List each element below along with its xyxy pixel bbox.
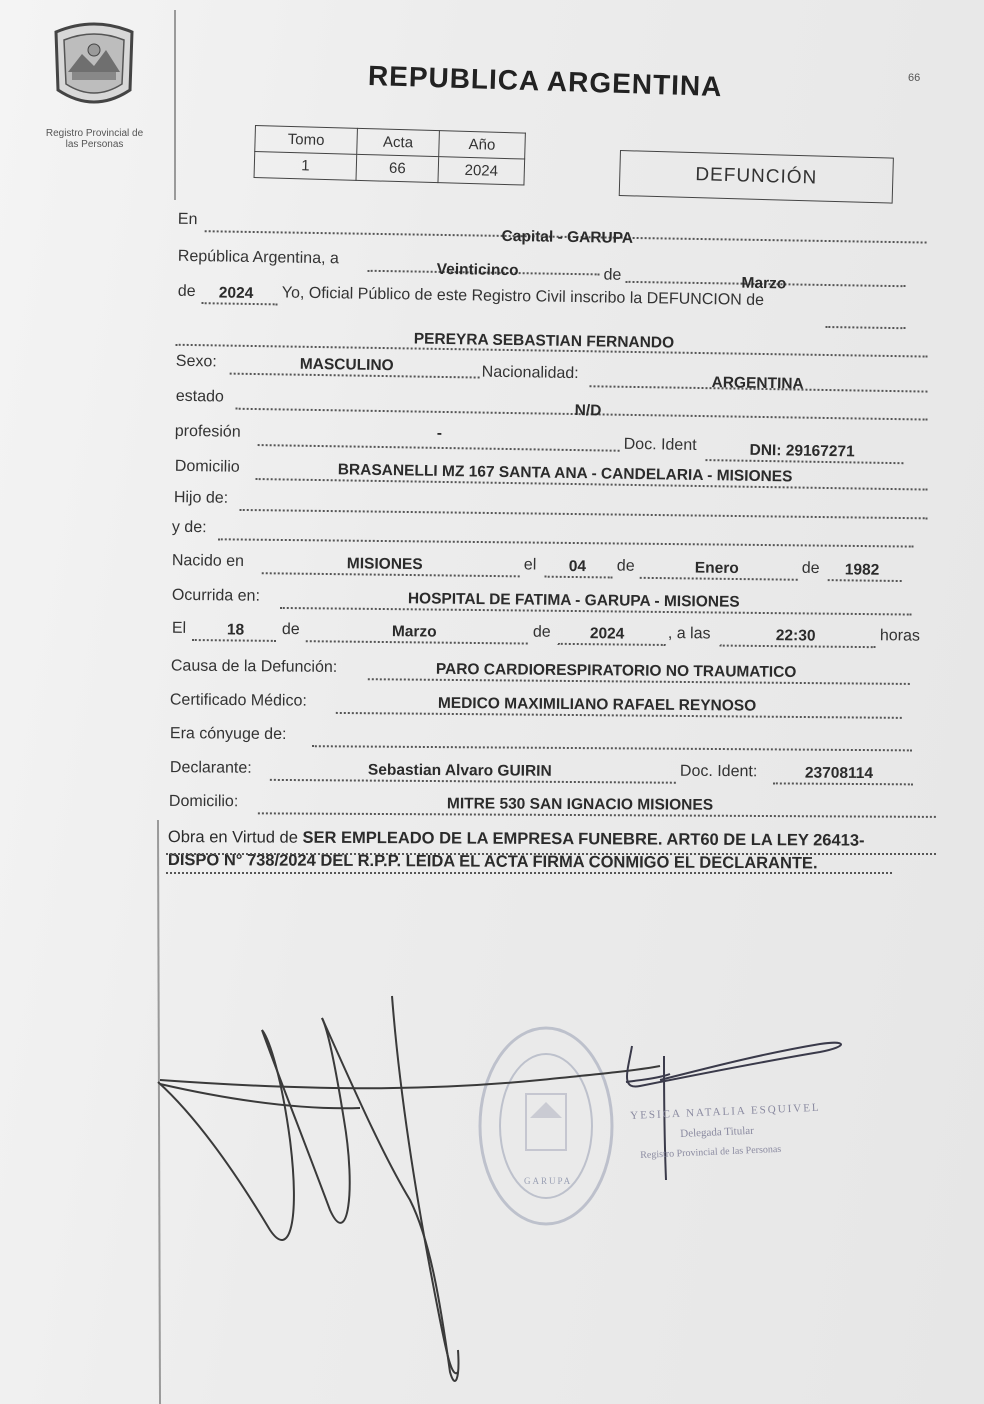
- obra-text-2: DISPO N° 738/2024 DEL R.P.P. LEIDA EL ACTA FIRMA CONMIGO EL DECLARANTE.: [167, 851, 818, 873]
- causa-label: Causa de la Defunción:: [170, 657, 338, 676]
- day-words-value: Veinticinco: [436, 260, 519, 280]
- declarant-signature-icon: [158, 996, 660, 1381]
- page-number: 66: [908, 72, 921, 84]
- inscribe-text: Yo, Oficial Público de este Registro Civil inscribo la DEFUNCION de: [281, 284, 765, 310]
- death-month: Marzo: [391, 623, 437, 641]
- declarante-label: Declarante:: [169, 759, 252, 777]
- obra-text-1: SER EMPLEADO DE LA EMPRESA FUNEBRE. ART60 DE LA LEY 26413-: [302, 828, 865, 850]
- obra-label: Obra en Virtud de: [167, 828, 298, 847]
- seal-text: GARUPA: [524, 1176, 573, 1186]
- nacido-label: Nacido en: [171, 552, 245, 570]
- profesion-value: -: [436, 424, 443, 442]
- sexo-label: Sexo:: [175, 352, 217, 371]
- tomo-value: 1: [254, 152, 357, 181]
- profesion-label: profesión: [174, 422, 241, 441]
- de-label: de: [616, 557, 635, 575]
- death-time: 22:30: [775, 627, 816, 645]
- nacionalidad-label: Nacionalidad:: [481, 363, 579, 383]
- official-seal-icon: [480, 1028, 612, 1224]
- record-type-box: DEFUNCIÓN: [619, 150, 894, 204]
- death-year: 2024: [589, 625, 625, 643]
- registry-label-line2: las Personas: [65, 139, 124, 150]
- de-year-label: de: [801, 559, 820, 578]
- month-value: Marzo: [741, 274, 787, 293]
- causa-value: PARO CARDIORESPIRATORIO NO TRAUMATICO: [435, 660, 797, 681]
- birth-month: Enero: [694, 559, 739, 578]
- certificado-label: Certificado Médico:: [169, 691, 307, 710]
- en-value: Capital - GARUPA: [501, 227, 634, 247]
- anio-value: 2024: [438, 157, 525, 185]
- de2-label: de: [177, 282, 196, 301]
- el2-label: El: [171, 619, 187, 637]
- estado-value: N/D: [574, 402, 602, 420]
- republica-label: República Argentina, a: [177, 247, 339, 268]
- official-name: YESICA NATALIA ESQUIVEL: [630, 1101, 821, 1122]
- document-title: REPUBLICA ARGENTINA: [367, 60, 723, 103]
- sexo-value: MASCULINO: [299, 355, 394, 375]
- death-day: 18: [226, 621, 245, 639]
- acta-header: Acta: [357, 128, 440, 156]
- horas-label: horas: [879, 627, 920, 645]
- nacido-value: MISIONES: [346, 555, 423, 574]
- en-label: En: [177, 210, 198, 229]
- registry-label-line1: Registro Provincial de: [45, 128, 144, 139]
- official-role: Delegada Titular: [680, 1124, 755, 1140]
- declarante-value: Sebastian Alvaro GUIRIN: [367, 761, 552, 780]
- year-value: 2024: [218, 284, 254, 302]
- alas-label: , a las: [667, 624, 711, 643]
- domicilio-value: BRASANELLI MZ 167 SANTA ANA - CANDELARIA - MISIONES: [337, 461, 793, 486]
- domicilio-label: Domicilio: [174, 457, 240, 476]
- de-death-month-label: de: [281, 620, 300, 639]
- decl-domicilio-label: Domicilio:: [168, 792, 239, 811]
- certificado-value: MEDICO MAXIMILIANO RAFAEL REYNOSO: [437, 694, 757, 715]
- ocurrida-label: Ocurrida en:: [171, 586, 261, 605]
- doc-value: DNI: 29167271: [749, 441, 855, 461]
- anio-header: Año: [439, 131, 526, 159]
- hijo-label: Hijo de:: [173, 489, 229, 507]
- deceased-name: PEREYRA SEBASTIAN FERNANDO: [413, 330, 675, 352]
- el-label: el: [523, 556, 537, 574]
- de1-label: de: [603, 266, 622, 284]
- estado-label: estado: [175, 387, 225, 406]
- acta-value: 66: [356, 154, 439, 182]
- conyuge-label: Era cónyuge de:: [169, 725, 287, 743]
- official-office: Registro Provincial de las Personas: [640, 1143, 782, 1161]
- nacionalidad-value: ARGENTINA: [711, 374, 804, 393]
- tomo-header: Tomo: [255, 126, 358, 155]
- y-de-label: y de:: [171, 518, 207, 537]
- decl-doc-value: 23708114: [804, 764, 874, 783]
- de-death-year-label: de: [532, 623, 551, 641]
- ocurrida-value: HOSPITAL DE FATIMA - GARUPA - MISIONES: [407, 590, 740, 611]
- decl-domicilio-value: MITRE 530 SAN IGNACIO MISIONES: [446, 795, 714, 814]
- birth-day: 04: [568, 557, 587, 576]
- decl-doc-label: Doc. Ident:: [679, 762, 758, 781]
- doc-label: Doc. Ident: [623, 435, 697, 454]
- birth-year: 1982: [844, 561, 880, 579]
